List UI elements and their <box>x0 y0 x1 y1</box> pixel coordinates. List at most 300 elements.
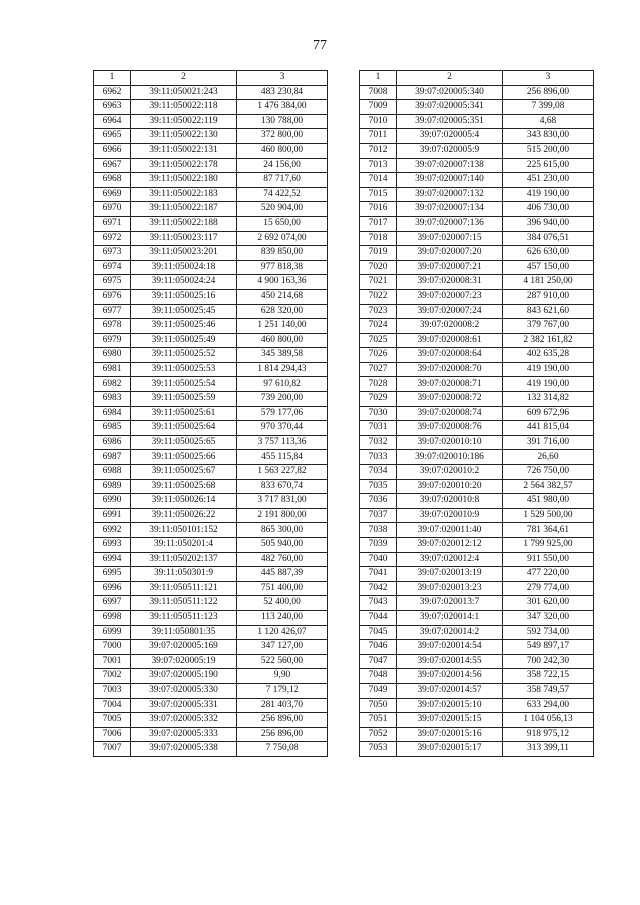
table-row <box>360 143 594 158</box>
cell-cadastral-number: 39:11:050202:137 <box>131 552 237 567</box>
cell-value: 281 403,70 <box>237 698 328 713</box>
cell-value: 7 399,08 <box>503 100 594 115</box>
cell-value: 515 200,00 <box>503 143 594 158</box>
cell-number: 7036 <box>360 494 397 509</box>
table-row <box>360 406 594 421</box>
table-row <box>94 596 328 611</box>
cell-number: 7049 <box>360 683 397 698</box>
cell-cadastral-number: 39:07:020005:351 <box>397 114 503 129</box>
cell-cadastral-number: 39:07:020013:23 <box>397 581 503 596</box>
table-row <box>360 640 594 655</box>
table-row <box>360 610 594 625</box>
cell-number: 6998 <box>94 610 131 625</box>
cell-cadastral-number: 39:11:050024:18 <box>131 260 237 275</box>
cell-cadastral-number: 39:11:050025:52 <box>131 348 237 363</box>
cell-cadastral-number: 39:07:020007:23 <box>397 289 503 304</box>
cell-value: 406 730,00 <box>503 202 594 217</box>
cell-number: 7041 <box>360 567 397 582</box>
cell-cadastral-number: 39:07:020008:61 <box>397 333 503 348</box>
cell-cadastral-number: 39:07:020008:72 <box>397 392 503 407</box>
cell-value: 700 242,30 <box>503 654 594 669</box>
cell-number: 6974 <box>94 260 131 275</box>
column-header-cadastral: 2 <box>397 71 503 86</box>
cell-number: 6966 <box>94 143 131 158</box>
cell-cadastral-number: 39:07:020007:21 <box>397 260 503 275</box>
cell-number: 7033 <box>360 450 397 465</box>
cell-number: 6970 <box>94 202 131 217</box>
cell-value: 460 800,00 <box>237 143 328 158</box>
cell-cadastral-number: 39:11:050022:118 <box>131 100 237 115</box>
cell-number: 6995 <box>94 567 131 582</box>
cell-number: 7045 <box>360 625 397 640</box>
cell-value: 7 750,08 <box>237 742 328 757</box>
cell-cadastral-number: 39:07:020008:74 <box>397 406 503 421</box>
cell-value: 358 749,57 <box>503 683 594 698</box>
cell-number: 7018 <box>360 231 397 246</box>
cell-cadastral-number: 39:07:020007:138 <box>397 158 503 173</box>
cell-cadastral-number: 39:07:020008:71 <box>397 377 503 392</box>
cell-number: 7004 <box>94 698 131 713</box>
cell-number: 6979 <box>94 333 131 348</box>
tables-container <box>93 70 593 830</box>
table-row <box>360 552 594 567</box>
cell-number: 6988 <box>94 465 131 480</box>
cell-number: 7040 <box>360 552 397 567</box>
cell-cadastral-number: 39:07:020007:15 <box>397 231 503 246</box>
table-row <box>94 450 328 465</box>
table-row <box>94 742 328 757</box>
table-row <box>94 362 328 377</box>
cell-number: 7023 <box>360 304 397 319</box>
table-row <box>360 275 594 290</box>
cell-number: 7000 <box>94 640 131 655</box>
column-header-cadastral: 2 <box>131 71 237 86</box>
table-row <box>360 100 594 115</box>
cell-number: 7031 <box>360 421 397 436</box>
table-row <box>360 246 594 261</box>
cell-value: 451 980,00 <box>503 494 594 509</box>
column-header-value: 3 <box>503 71 594 86</box>
table-row <box>360 479 594 494</box>
cell-cadastral-number: 39:11:050022:131 <box>131 143 237 158</box>
cell-cadastral-number: 39:07:020005:190 <box>131 669 237 684</box>
cell-value: 455 115,84 <box>237 450 328 465</box>
cell-number: 6985 <box>94 421 131 436</box>
table-row <box>94 465 328 480</box>
table-row <box>94 231 328 246</box>
cell-cadastral-number: 39:11:050025:68 <box>131 479 237 494</box>
cell-value: 1 529 500,00 <box>503 508 594 523</box>
table-row <box>94 289 328 304</box>
cell-cadastral-number: 39:11:050023:201 <box>131 246 237 261</box>
table-row <box>94 581 328 596</box>
cell-number: 6963 <box>94 100 131 115</box>
cell-number: 6984 <box>94 406 131 421</box>
cell-value: 52 400,00 <box>237 596 328 611</box>
cell-value: 451 230,00 <box>503 173 594 188</box>
cell-value: 4 181 250,00 <box>503 275 594 290</box>
cell-number: 7038 <box>360 523 397 538</box>
cell-number: 6994 <box>94 552 131 567</box>
cell-value: 726 750,00 <box>503 465 594 480</box>
cell-value: 1 814 294,43 <box>237 362 328 377</box>
table-row <box>360 129 594 144</box>
cell-cadastral-number: 39:11:050025:46 <box>131 319 237 334</box>
cell-number: 6973 <box>94 246 131 261</box>
cell-cadastral-number: 39:07:020015:15 <box>397 713 503 728</box>
cell-value: 445 887,39 <box>237 567 328 582</box>
cell-number: 7006 <box>94 727 131 742</box>
cell-number: 7043 <box>360 596 397 611</box>
cell-value: 113 240,00 <box>237 610 328 625</box>
cell-cadastral-number: 39:07:020010:2 <box>397 465 503 480</box>
table-row <box>94 406 328 421</box>
cell-number: 7020 <box>360 260 397 275</box>
cell-number: 7034 <box>360 465 397 480</box>
cell-cadastral-number: 39:11:050511:121 <box>131 581 237 596</box>
cell-cadastral-number: 39:11:050025:49 <box>131 333 237 348</box>
cell-cadastral-number: 39:07:020005:338 <box>131 742 237 757</box>
cell-value: 833 670,74 <box>237 479 328 494</box>
cell-value: 865 300,00 <box>237 523 328 538</box>
table-row <box>94 713 328 728</box>
cell-value: 3 757 113,36 <box>237 435 328 450</box>
table-row <box>360 289 594 304</box>
cell-number: 6978 <box>94 319 131 334</box>
cell-value: 130 788,00 <box>237 114 328 129</box>
cell-value: 2 692 074,00 <box>237 231 328 246</box>
cell-cadastral-number: 39:07:020010:8 <box>397 494 503 509</box>
cell-value: 483 230,84 <box>237 85 328 100</box>
table-row <box>360 260 594 275</box>
cell-cadastral-number: 39:07:020012:4 <box>397 552 503 567</box>
cell-value: 460 800,00 <box>237 333 328 348</box>
right-table <box>359 70 594 757</box>
cell-cadastral-number: 39:07:020010:9 <box>397 508 503 523</box>
cell-value: 739 200,00 <box>237 392 328 407</box>
table-row <box>360 698 594 713</box>
table-row <box>360 508 594 523</box>
cell-cadastral-number: 39:11:050511:122 <box>131 596 237 611</box>
cell-cadastral-number: 39:07:020014:2 <box>397 625 503 640</box>
cell-cadastral-number: 39:07:020005:331 <box>131 698 237 713</box>
table-row <box>94 319 328 334</box>
table-row <box>94 85 328 100</box>
cell-cadastral-number: 39:07:020014:1 <box>397 610 503 625</box>
cell-value: 225 615,00 <box>503 158 594 173</box>
cell-value: 87 717,60 <box>237 173 328 188</box>
cell-cadastral-number: 39:07:020007:134 <box>397 202 503 217</box>
cell-cadastral-number: 39:11:050025:65 <box>131 435 237 450</box>
table-row <box>360 669 594 684</box>
cell-value: 1 799 925,00 <box>503 538 594 553</box>
cell-value: 15 650,00 <box>237 216 328 231</box>
cell-value: 4,68 <box>503 114 594 129</box>
cell-cadastral-number: 39:07:020007:140 <box>397 173 503 188</box>
cell-number: 6981 <box>94 362 131 377</box>
cell-number: 7042 <box>360 581 397 596</box>
table-row <box>360 377 594 392</box>
cell-value: 609 672,96 <box>503 406 594 421</box>
cell-value: 419 190,00 <box>503 362 594 377</box>
table-row <box>94 698 328 713</box>
table-row <box>94 377 328 392</box>
cell-cadastral-number: 39:11:050023:117 <box>131 231 237 246</box>
cell-cadastral-number: 39:07:020015:16 <box>397 727 503 742</box>
table-row <box>360 596 594 611</box>
table-row <box>360 362 594 377</box>
cell-cadastral-number: 39:11:050022:119 <box>131 114 237 129</box>
table-row <box>360 742 594 757</box>
table-row <box>94 479 328 494</box>
cell-cadastral-number: 39:11:050022:178 <box>131 158 237 173</box>
cell-number: 7027 <box>360 362 397 377</box>
cell-value: 1 104 056,13 <box>503 713 594 728</box>
table-row <box>94 640 328 655</box>
cell-cadastral-number: 39:11:050022:188 <box>131 216 237 231</box>
cell-number: 6986 <box>94 435 131 450</box>
cell-number: 7011 <box>360 129 397 144</box>
cell-number: 7024 <box>360 319 397 334</box>
cell-number: 7019 <box>360 246 397 261</box>
cell-number: 6999 <box>94 625 131 640</box>
cell-number: 6975 <box>94 275 131 290</box>
cell-value: 505 940,00 <box>237 538 328 553</box>
table-row <box>360 202 594 217</box>
cell-value: 579 177,06 <box>237 406 328 421</box>
cell-number: 7037 <box>360 508 397 523</box>
cell-value: 358 722,15 <box>503 669 594 684</box>
cell-cadastral-number: 39:11:050024:24 <box>131 275 237 290</box>
cell-number: 6982 <box>94 377 131 392</box>
cell-value: 1 563 227,82 <box>237 465 328 480</box>
cell-number: 6997 <box>94 596 131 611</box>
cell-number: 6987 <box>94 450 131 465</box>
cell-number: 6976 <box>94 289 131 304</box>
cell-number: 7044 <box>360 610 397 625</box>
cell-cadastral-number: 39:11:050301:9 <box>131 567 237 582</box>
table-row <box>94 246 328 261</box>
cell-value: 2 382 161,82 <box>503 333 594 348</box>
cell-cadastral-number: 39:07:020012:12 <box>397 538 503 553</box>
column-header-number: 1 <box>94 71 131 86</box>
table-row <box>360 581 594 596</box>
page-number: 77 <box>313 38 327 53</box>
cell-cadastral-number: 39:11:050025:61 <box>131 406 237 421</box>
cell-value: 26,60 <box>503 450 594 465</box>
table-row <box>94 508 328 523</box>
table-row <box>94 421 328 436</box>
cell-value: 343 830,00 <box>503 129 594 144</box>
cell-cadastral-number: 39:07:020005:330 <box>131 683 237 698</box>
cell-cadastral-number: 39:07:020013:7 <box>397 596 503 611</box>
cell-cadastral-number: 39:11:050801:35 <box>131 625 237 640</box>
cell-number: 7017 <box>360 216 397 231</box>
cell-number: 7005 <box>94 713 131 728</box>
cell-number: 7053 <box>360 742 397 757</box>
cell-value: 384 076,51 <box>503 231 594 246</box>
cell-number: 7015 <box>360 187 397 202</box>
table-row <box>360 231 594 246</box>
cell-cadastral-number: 39:11:050025:54 <box>131 377 237 392</box>
cell-value: 843 621,60 <box>503 304 594 319</box>
cell-value: 4 900 163,36 <box>237 275 328 290</box>
cell-number: 7014 <box>360 173 397 188</box>
cell-number: 7009 <box>360 100 397 115</box>
cell-cadastral-number: 39:07:020008:64 <box>397 348 503 363</box>
cell-cadastral-number: 39:11:050022:183 <box>131 187 237 202</box>
cell-cadastral-number: 39:11:050025:67 <box>131 465 237 480</box>
cell-cadastral-number: 39:11:050026:14 <box>131 494 237 509</box>
cell-cadastral-number: 39:11:050511:123 <box>131 610 237 625</box>
cell-number: 6967 <box>94 158 131 173</box>
cell-number: 7001 <box>94 654 131 669</box>
cell-number: 7002 <box>94 669 131 684</box>
cell-cadastral-number: 39:07:020014:55 <box>397 654 503 669</box>
table-row <box>94 114 328 129</box>
cell-cadastral-number: 39:11:050022:187 <box>131 202 237 217</box>
table-row <box>94 552 328 567</box>
cell-value: 396 940,00 <box>503 216 594 231</box>
cell-number: 7013 <box>360 158 397 173</box>
cell-number: 6972 <box>94 231 131 246</box>
cell-value: 592 734,00 <box>503 625 594 640</box>
cell-cadastral-number: 39:07:020005:4 <box>397 129 503 144</box>
table-row <box>94 683 328 698</box>
cell-cadastral-number: 39:07:020014:56 <box>397 669 503 684</box>
table-row <box>94 173 328 188</box>
cell-number: 7046 <box>360 640 397 655</box>
table-row <box>94 494 328 509</box>
table-row <box>94 435 328 450</box>
cell-value: 74 422,52 <box>237 187 328 202</box>
table-row <box>360 173 594 188</box>
cell-value: 372 800,00 <box>237 129 328 144</box>
cell-number: 6991 <box>94 508 131 523</box>
cell-value: 279 774,00 <box>503 581 594 596</box>
cell-cadastral-number: 39:11:050025:53 <box>131 362 237 377</box>
table-row <box>94 523 328 538</box>
cell-value: 3 717 831,00 <box>237 494 328 509</box>
table-row <box>94 129 328 144</box>
cell-cadastral-number: 39:07:020005:333 <box>131 727 237 742</box>
cell-cadastral-number: 39:07:020013:19 <box>397 567 503 582</box>
cell-cadastral-number: 39:07:020005:169 <box>131 640 237 655</box>
table-row <box>360 348 594 363</box>
table-row <box>360 523 594 538</box>
table-row <box>94 727 328 742</box>
table-header-row <box>94 71 328 86</box>
cell-value: 2 191 800,00 <box>237 508 328 523</box>
right-table-body <box>360 85 594 756</box>
cell-value: 419 190,00 <box>503 377 594 392</box>
table-row <box>94 216 328 231</box>
table-row <box>360 187 594 202</box>
table-row <box>360 85 594 100</box>
cell-number: 6968 <box>94 173 131 188</box>
table-row <box>94 143 328 158</box>
cell-number: 6983 <box>94 392 131 407</box>
cell-value: 7 179,12 <box>237 683 328 698</box>
table-row <box>94 654 328 669</box>
table-row <box>360 494 594 509</box>
cell-number: 6977 <box>94 304 131 319</box>
cell-cadastral-number: 39:11:050022:130 <box>131 129 237 144</box>
cell-cadastral-number: 39:07:020008:76 <box>397 421 503 436</box>
cell-value: 402 635,28 <box>503 348 594 363</box>
cell-number: 7022 <box>360 289 397 304</box>
column-header-number: 1 <box>360 71 397 86</box>
table-row <box>94 348 328 363</box>
cell-value: 522 560,00 <box>237 654 328 669</box>
cell-number: 7028 <box>360 377 397 392</box>
cell-cadastral-number: 39:07:020010:20 <box>397 479 503 494</box>
cell-number: 6971 <box>94 216 131 231</box>
cell-cadastral-number: 39:07:020011:40 <box>397 523 503 538</box>
table-row <box>360 333 594 348</box>
table-row <box>94 333 328 348</box>
cell-value: 313 399,11 <box>503 742 594 757</box>
cell-value: 256 896,00 <box>503 85 594 100</box>
table-row <box>360 567 594 582</box>
cell-cadastral-number: 39:11:050021:243 <box>131 85 237 100</box>
cell-cadastral-number: 39:07:020005:19 <box>131 654 237 669</box>
table-row <box>94 538 328 553</box>
cell-number: 7016 <box>360 202 397 217</box>
cell-number: 6996 <box>94 581 131 596</box>
cell-cadastral-number: 39:07:020015:17 <box>397 742 503 757</box>
cell-cadastral-number: 39:11:050025:45 <box>131 304 237 319</box>
cell-number: 7030 <box>360 406 397 421</box>
cell-value: 9,90 <box>237 669 328 684</box>
cell-value: 287 910,00 <box>503 289 594 304</box>
cell-value: 839 850,00 <box>237 246 328 261</box>
table-row <box>94 158 328 173</box>
cell-number: 6965 <box>94 129 131 144</box>
cell-cadastral-number: 39:11:050025:64 <box>131 421 237 436</box>
cell-value: 97 610,82 <box>237 377 328 392</box>
table-row <box>360 538 594 553</box>
cell-value: 977 818,38 <box>237 260 328 275</box>
cell-cadastral-number: 39:07:020005:9 <box>397 143 503 158</box>
cell-number: 6992 <box>94 523 131 538</box>
cell-value: 781 364,61 <box>503 523 594 538</box>
cell-value: 1 120 426,07 <box>237 625 328 640</box>
table-row <box>360 727 594 742</box>
cell-number: 6962 <box>94 85 131 100</box>
table-row <box>360 450 594 465</box>
cell-number: 6990 <box>94 494 131 509</box>
cell-value: 918 975,12 <box>503 727 594 742</box>
cell-number: 7048 <box>360 669 397 684</box>
cell-number: 6980 <box>94 348 131 363</box>
cell-value: 1 251 140,00 <box>237 319 328 334</box>
cell-value: 457 150,00 <box>503 260 594 275</box>
cell-number: 7003 <box>94 683 131 698</box>
cell-value: 391 716,00 <box>503 435 594 450</box>
cell-value: 379 767,00 <box>503 319 594 334</box>
cell-cadastral-number: 39:11:050101:152 <box>131 523 237 538</box>
table-row <box>360 421 594 436</box>
cell-number: 7035 <box>360 479 397 494</box>
table-row <box>94 187 328 202</box>
cell-value: 751 400,00 <box>237 581 328 596</box>
cell-cadastral-number: 39:07:020015:10 <box>397 698 503 713</box>
cell-cadastral-number: 39:07:020007:24 <box>397 304 503 319</box>
cell-value: 628 320,00 <box>237 304 328 319</box>
cell-value: 347 320,00 <box>503 610 594 625</box>
cell-value: 633 294,00 <box>503 698 594 713</box>
